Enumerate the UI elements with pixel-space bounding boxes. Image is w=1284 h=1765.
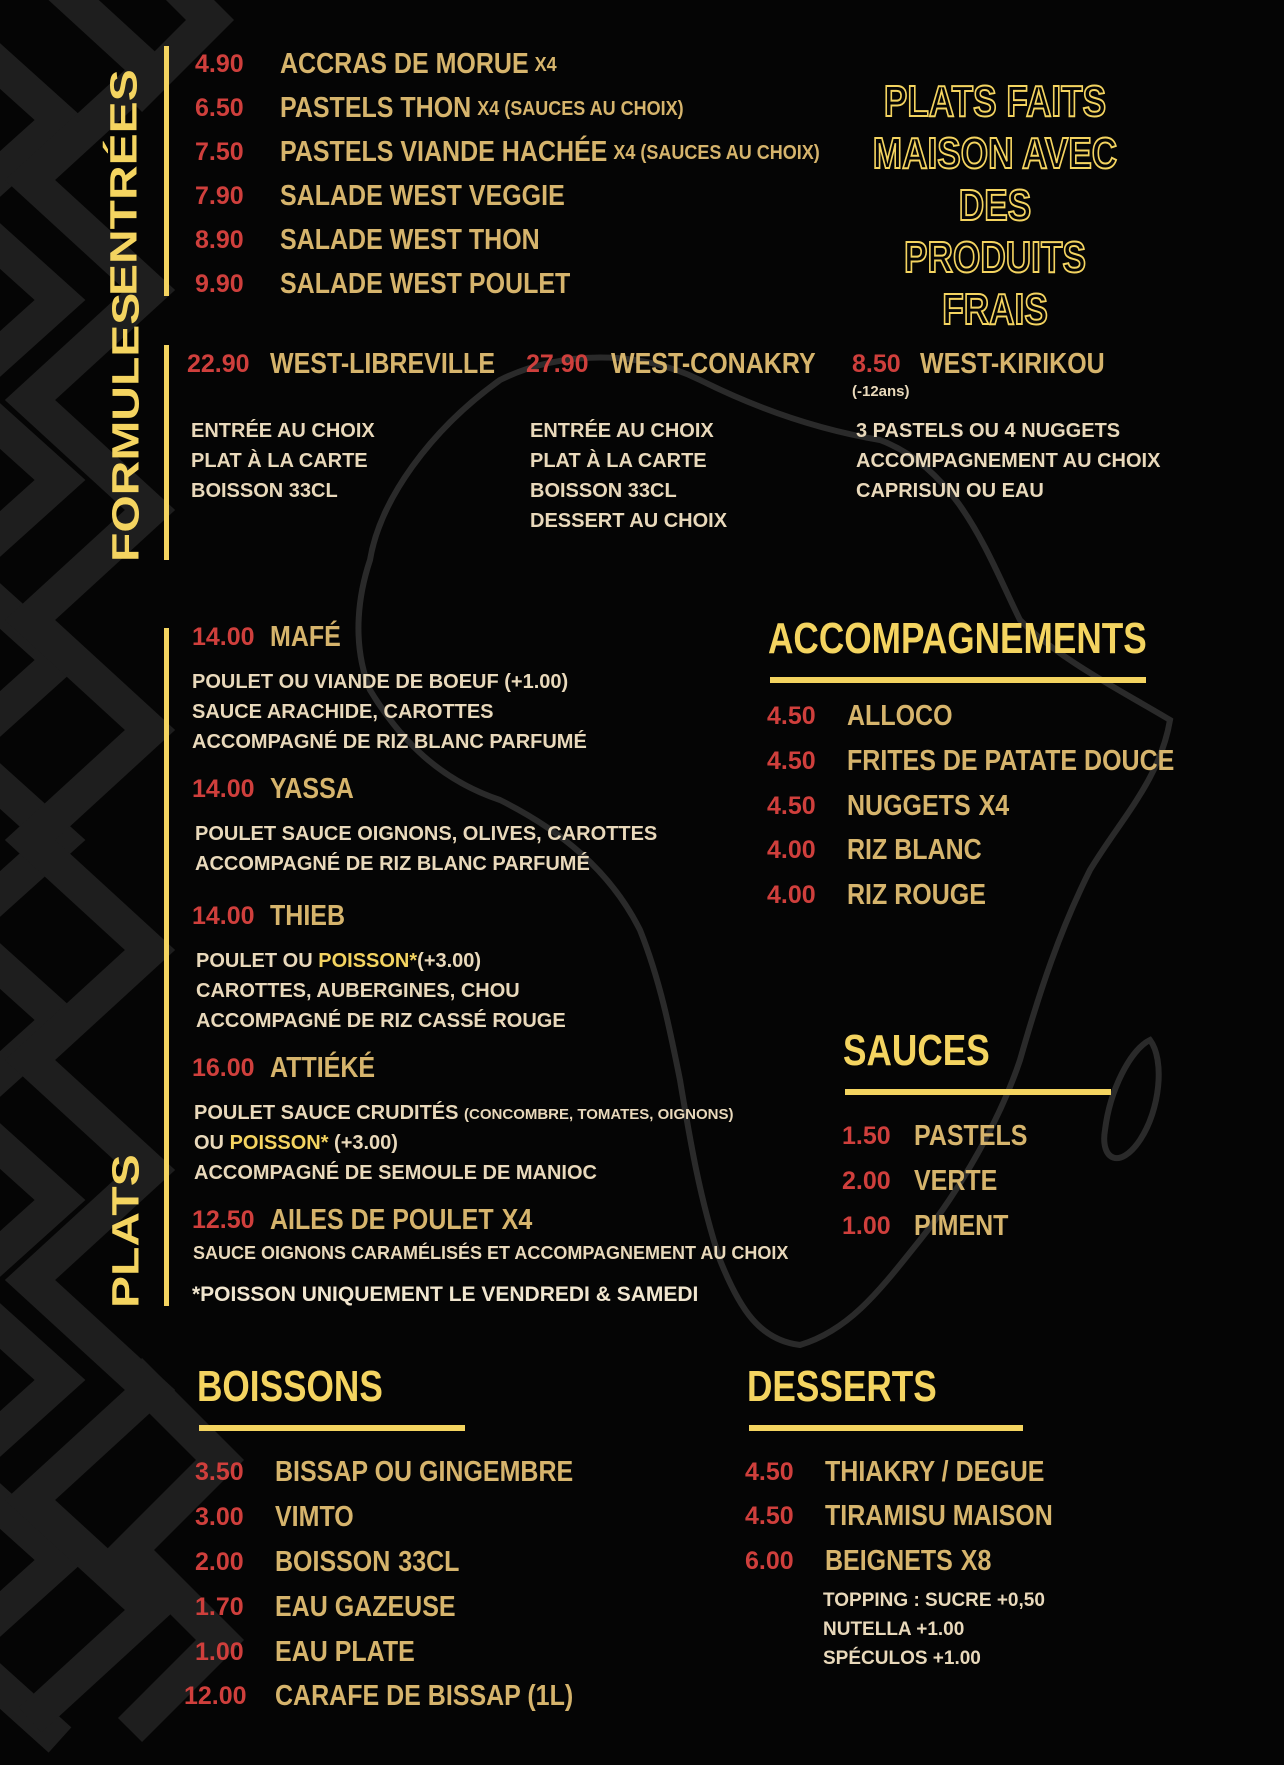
menu-item — [184, 1679, 574, 1713]
text-segment: (+3.00) — [328, 1132, 398, 1154]
item-name: THIEB — [270, 899, 345, 933]
item-name: MAFÉ — [270, 620, 341, 654]
boissons-rule — [199, 1425, 465, 1431]
item-description-line: SAUCE OIGNONS CARAMÉLISÉS ET ACCOMPAGNEMENT AU CHOIX — [193, 1243, 789, 1263]
item-price: 2.00 — [842, 1167, 891, 1195]
item-name: VIMTO — [275, 1500, 354, 1534]
item-price: 3.50 — [195, 1458, 244, 1486]
item-price: 4.50 — [767, 747, 816, 775]
item-description-line: ACCOMPAGNÉ DE RIZ CASSÉ ROUGE — [196, 1010, 566, 1032]
menu-item — [842, 1209, 1009, 1243]
item-price: 4.50 — [767, 792, 816, 820]
menu-item — [195, 1500, 354, 1534]
menu-item — [195, 91, 684, 125]
menu-item — [842, 1164, 998, 1198]
item-price: 14.00 — [192, 775, 255, 803]
item-extra: X8 — [960, 1544, 992, 1578]
item-name: BOISSON — [275, 1545, 391, 1579]
item-price: 14.00 — [192, 623, 255, 651]
item-price: 14.00 — [192, 902, 255, 930]
highlight-text: POISSON* — [229, 1132, 329, 1154]
text-segment-small: (CONCOMBRE, TOMATES, OIGNONS) — [464, 1106, 734, 1123]
tagline — [815, 76, 1175, 336]
menu-item — [195, 135, 820, 169]
item-name: PASTELS THON — [280, 91, 472, 125]
menu-item — [745, 1499, 1053, 1533]
menu-item — [767, 878, 986, 912]
item-price: 16.00 — [192, 1054, 255, 1082]
item-price: 4.50 — [745, 1502, 794, 1530]
entrees-vertical-rule — [164, 46, 169, 296]
menu-item — [842, 1119, 1028, 1153]
item-price: 4.50 — [767, 702, 816, 730]
item-name: TIRAMISU MAISON — [825, 1499, 1053, 1533]
menu-item — [195, 1590, 456, 1624]
menu-item — [767, 744, 1175, 778]
sauces-rule — [845, 1089, 1111, 1095]
sauces-title: SAUCES — [843, 1026, 990, 1075]
item-name: VERTE — [914, 1164, 998, 1198]
formule-header — [852, 347, 1105, 381]
item-price: 1.50 — [842, 1122, 891, 1150]
plats-title: PLATS — [104, 1154, 148, 1308]
item-description-line: ENTRÉE AU CHOIX — [191, 420, 375, 442]
desserts-rule — [749, 1425, 1023, 1431]
item-description-line: CAPRISUN OU EAU — [856, 480, 1044, 502]
item-name: SALADE WEST VEGGIE — [280, 179, 565, 213]
menu-item — [745, 1455, 1045, 1489]
menu-item — [195, 179, 565, 213]
tagline-line: PLATS FAITS — [883, 77, 1107, 126]
item-description-line: ACCOMPAGNÉ DE SEMOULE DE MANIOC — [194, 1162, 597, 1184]
menu-item — [195, 1455, 574, 1489]
item-description-line: DESSERT AU CHOIX — [530, 510, 728, 532]
item-name: AILES DE POULET — [270, 1203, 494, 1237]
formule-header — [526, 347, 816, 381]
item-price: 3.00 — [195, 1503, 244, 1531]
item-description-line: PLAT À LA CARTE — [530, 450, 707, 472]
menu-item — [192, 899, 345, 933]
item-price: 1.00 — [195, 1638, 244, 1666]
item-extra: X4 (SAUCES AU CHOIX) — [613, 140, 820, 164]
item-name: SALADE WEST POULET — [280, 267, 571, 301]
formules-title: FORMULES — [104, 292, 148, 562]
text-segment: POULET OU — [196, 950, 319, 972]
item-name: ACCRAS DE MORUE — [280, 47, 529, 81]
item-description-line: ENTRÉE AU CHOIX — [530, 420, 714, 442]
menu-item — [767, 789, 1010, 823]
item-price: 4.90 — [195, 50, 244, 78]
item-price: 9.90 — [195, 270, 244, 298]
item-name: NUGGETS — [847, 789, 971, 823]
item-name: BISSAP OU GINGEMBRE — [275, 1455, 574, 1489]
item-extra: X4 — [534, 52, 557, 76]
menu-item — [195, 47, 557, 81]
item-name: FRITES DE PATATE DOUCE — [847, 744, 1175, 778]
menu-item — [192, 772, 354, 806]
item-description-line: BOISSON 33CL — [191, 480, 338, 502]
entrees-title: ENTRÉES — [102, 69, 146, 296]
item-price: 7.90 — [195, 182, 244, 210]
item-price: 12.00 — [184, 1682, 247, 1710]
footnote: *POISSON UNIQUEMENT LE VENDREDI & SAMEDI — [192, 1283, 699, 1306]
item-name: PIMENT — [914, 1209, 1009, 1243]
item-price: 1.00 — [842, 1212, 891, 1240]
item-name: WEST-LIBREVILLE — [270, 347, 495, 381]
desserts-title: DESSERTS — [747, 1362, 937, 1411]
item-name: CARAFE DE BISSAP (1L) — [275, 1679, 574, 1713]
menu-item — [192, 1203, 533, 1237]
madagascar-outline — [1104, 1040, 1158, 1158]
topping-line: NUTELLA +1.00 — [823, 1619, 965, 1640]
item-description-line — [194, 1128, 398, 1158]
item-price: 2.00 — [195, 1548, 244, 1576]
text-segment: (+3.00) — [417, 950, 482, 972]
item-description-line: PLAT À LA CARTE — [191, 450, 368, 472]
text-segment: OU — [194, 1132, 230, 1154]
topping-line: SPÉCULOS +1.00 — [823, 1648, 981, 1669]
menu-item — [195, 223, 540, 257]
item-extra: X4 — [978, 789, 1010, 823]
item-description-line — [194, 1098, 733, 1130]
item-name: PASTELS VIANDE HACHÉE — [280, 135, 608, 169]
item-extra: X4 — [501, 1203, 533, 1237]
item-note: (-12ans) — [852, 383, 910, 400]
item-price: 6.50 — [195, 94, 244, 122]
topping-line: TOPPING : SUCRE +0,50 — [823, 1590, 1045, 1611]
item-price: 1.70 — [195, 1593, 244, 1621]
item-name: ATTIÉKÉ — [270, 1051, 376, 1085]
item-price: 8.50 — [852, 350, 901, 378]
menu-item — [195, 1635, 415, 1669]
item-name: ALLOCO — [847, 699, 953, 733]
item-name: EAU GAZEUSE — [275, 1590, 456, 1624]
item-name: EAU PLATE — [275, 1635, 415, 1669]
item-name: RIZ BLANC — [847, 833, 982, 867]
item-price: 4.00 — [767, 836, 816, 864]
menu-item — [192, 620, 341, 654]
tagline-line: MAISON AVEC DES — [872, 129, 1118, 230]
menu-item — [195, 267, 571, 301]
menu-item — [192, 1051, 376, 1085]
item-description-line: POULET OU VIANDE DE BOEUF (+1.00) — [192, 671, 569, 693]
menu-item — [195, 1545, 460, 1579]
item-name: PASTELS — [914, 1119, 1028, 1153]
item-price: 4.50 — [745, 1458, 794, 1486]
item-description-line: ACCOMPAGNÉ DE RIZ BLANC PARFUMÉ — [195, 853, 590, 875]
item-description-line — [196, 946, 481, 976]
item-extra: 33CL — [398, 1545, 460, 1579]
item-description-line: CAROTTES, AUBERGINES, CHOU — [196, 980, 520, 1002]
plats-vertical-rule — [164, 628, 169, 1306]
item-price: 12.50 — [192, 1206, 255, 1234]
item-price: 27.90 — [526, 350, 589, 378]
item-price: 7.50 — [195, 138, 244, 166]
item-name: RIZ ROUGE — [847, 878, 986, 912]
item-name: WEST-KIRIKOU — [920, 347, 1105, 381]
item-price: 22.90 — [187, 350, 250, 378]
item-description-line: POULET SAUCE OIGNONS, OLIVES, CAROTTES — [195, 823, 658, 845]
text-segment: POULET SAUCE CRUDITÉS — [194, 1102, 465, 1124]
item-name: SALADE WEST THON — [280, 223, 540, 257]
item-description-line: ACCOMPAGNEMENT AU CHOIX — [856, 450, 1161, 472]
item-name: YASSA — [270, 772, 354, 806]
item-name: BEIGNETS — [825, 1544, 953, 1578]
item-name: THIAKRY / DEGUE — [825, 1455, 1045, 1489]
item-name: WEST-CONAKRY — [611, 347, 816, 381]
item-price: 6.00 — [745, 1547, 794, 1575]
tagline-line: PRODUITS FRAIS — [904, 233, 1086, 334]
menu-item — [767, 699, 953, 733]
item-description-line: BOISSON 33CL — [530, 480, 677, 502]
item-price: 4.00 — [767, 881, 816, 909]
item-description-line: ACCOMPAGNÉ DE RIZ BLANC PARFUMÉ — [192, 731, 587, 753]
item-description-line: SAUCE ARACHIDE, CAROTTES — [192, 701, 494, 723]
formule-header — [187, 347, 495, 381]
boissons-title: BOISSONS — [197, 1362, 383, 1411]
highlight-text: POISSON* — [318, 950, 418, 972]
menu-item — [767, 833, 982, 867]
formules-vertical-rule — [164, 345, 169, 560]
item-price: 8.90 — [195, 226, 244, 254]
menu-item — [745, 1544, 992, 1578]
accompagnements-title: ACCOMPAGNEMENTS — [768, 614, 1147, 663]
accompagnements-rule — [770, 677, 1146, 683]
item-extra: X4 (SAUCES AU CHOIX) — [477, 96, 684, 120]
item-description-line: 3 PASTELS OU 4 NUGGETS — [856, 420, 1121, 442]
